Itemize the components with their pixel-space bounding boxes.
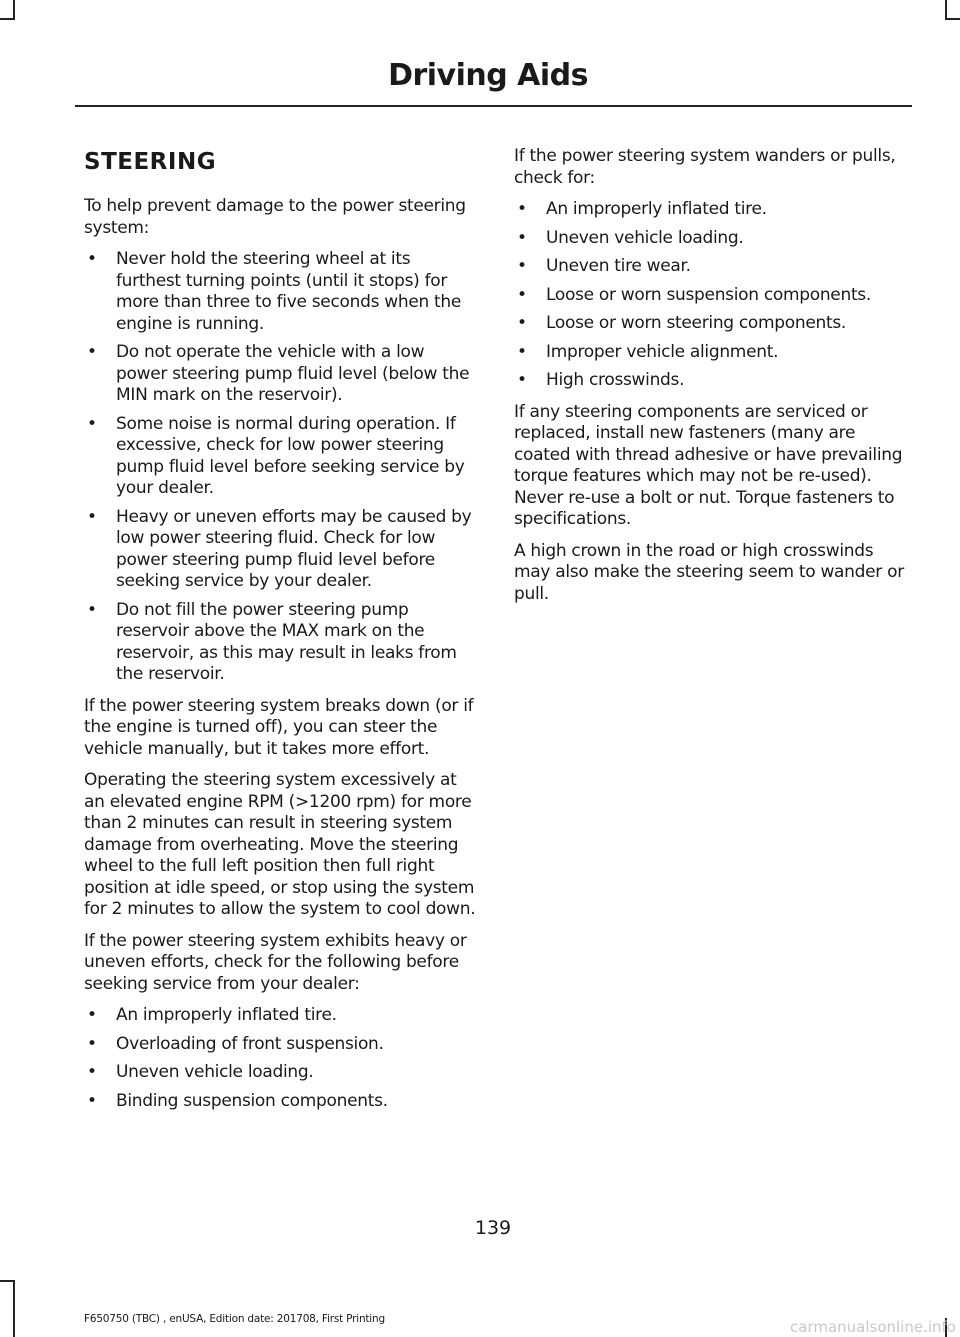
header-divider (75, 105, 912, 107)
intro-paragraph: If the power steering system wanders or pulls, check for: (514, 146, 896, 188)
list-item: • Overloading of front suspension. (84, 1034, 476, 1056)
list-item: • Do not fill the power steering pump reservoir above the MAX mark on the reservoir, as this may result in leaks from the reservoir. (84, 600, 476, 686)
crop-mark (0, 18, 15, 20)
right-column (514, 146, 908, 615)
paragraph: If the power steering system breaks down (or if the engine is turned off), you can steer the vehicle manually, but it takes more effort. (84, 695, 474, 759)
check-list (514, 199, 908, 392)
paragraph: Operating the steering system excessively at an elevated engine RPM (>1200 rpm) for more than 2 minutes can result in steering system damage from overheating. Move the steering wheel to the full left position then full right position at idle speed, or stop using the system for 2 minutes to allow the system to cool down. (84, 770, 476, 919)
list-item: • Some noise is normal during operation. If excessive, check for low power steering pump fluid level before seeking service by your dealer. (84, 414, 476, 500)
edition-footer: F650750 (TBC) , enUSA, Edition date: 201708, First Printing (84, 1313, 385, 1325)
crop-mark (945, 18, 960, 20)
crop-mark (0, 1280, 15, 1282)
list-item: • An improperly inflated tire. (514, 199, 908, 221)
list-item: • Uneven vehicle loading. (84, 1062, 476, 1084)
crop-mark (13, 0, 15, 20)
list-item: • Uneven tire wear. (514, 256, 908, 278)
check-list (84, 1005, 476, 1112)
list-item: • Do not operate the vehicle with a low power steering pump fluid level (below the MIN mark on the reservoir). (84, 342, 476, 407)
list-item: • Uneven vehicle loading. (514, 228, 908, 250)
crop-mark (13, 1280, 15, 1337)
precaution-list (84, 249, 476, 686)
paragraph: A high crown in the road or high crosswinds may also make the steering seem to wander or pull. (514, 540, 904, 604)
list-item: • Improper vehicle alignment. (514, 342, 908, 364)
page-header-title: Driving Aids (388, 58, 588, 93)
list-item: • Binding suspension components. (84, 1091, 476, 1113)
list-item: • Loose or worn steering components. (514, 313, 908, 335)
list-item: • Never hold the steering wheel at its furthest turning points (until it stops) for more than three to five seconds when the engine is running. (84, 249, 476, 335)
watermark: carmanualsonline.info (790, 1318, 956, 1336)
crop-mark (945, 0, 947, 20)
list-item: • High crosswinds. (514, 370, 908, 392)
list-item: • Heavy or uneven efforts may be caused by low power steering fluid. Check for low power steering pump fluid level before seeking service by your dealer. (84, 507, 476, 593)
section-title: STEERING (84, 149, 217, 175)
page-number: 139 (474, 1217, 512, 1239)
intro-paragraph: To help prevent damage to the power steering system: (84, 196, 466, 238)
list-item: • Loose or worn suspension components. (514, 285, 908, 307)
paragraph: If the power steering system exhibits heavy or uneven efforts, check for the following before seeking service from your dealer: (84, 930, 467, 994)
left-column (84, 146, 476, 1122)
list-item: • An improperly inflated tire. (84, 1005, 476, 1027)
paragraph: If any steering components are serviced or replaced, install new fasteners (many are coated with thread adhesive or have prevailing torque features which may not be re-used). Never re-use a bolt or nut. Torque fasteners to specifications. (514, 401, 903, 529)
